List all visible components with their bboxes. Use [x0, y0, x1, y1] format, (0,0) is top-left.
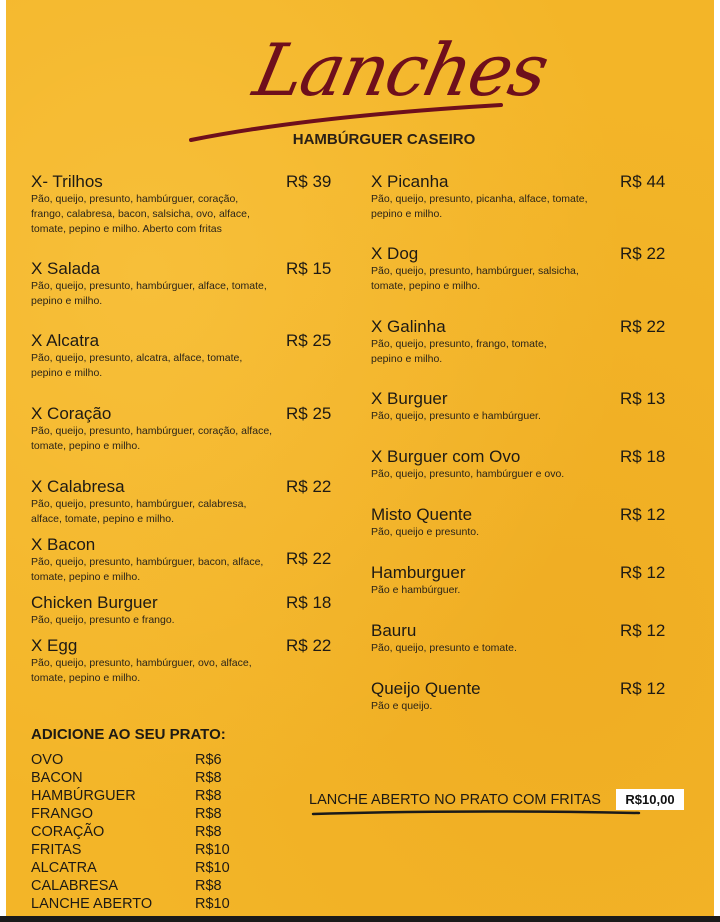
item-price: R$ 22 — [620, 244, 666, 263]
item-name: X Burguer com Ovo — [371, 447, 521, 466]
addon-name: OVO — [31, 752, 64, 768]
addon-row — [31, 896, 251, 914]
item-name: X Calabresa — [31, 477, 125, 496]
promo-text: LANCHE ABERTO NO PRATO COM FRITAS — [309, 792, 601, 808]
item-description: Pão, queijo, presunto, hambúrguer, salsicha, tomate, pepino e milho. — [371, 265, 579, 292]
addon-name: HAMBÚRGUER — [31, 788, 136, 804]
menu-page — [6, 0, 714, 916]
addon-name: LANCHE ABERTO — [31, 896, 153, 912]
addon-row — [31, 770, 251, 788]
item-price: R$ 13 — [620, 389, 666, 408]
item-price: R$ 25 — [286, 331, 332, 350]
item-description: Pão, queijo, presunto, hambúrguer, coração, frango, calabresa, bacon, salsicha, ovo, alface, tomate, pepino e milho. Aberto com fritas — [31, 193, 250, 235]
addon-name: FRANGO — [31, 806, 94, 822]
addon-price: R$8 — [195, 824, 222, 840]
addon-row — [31, 878, 251, 896]
item-price: R$ 25 — [286, 404, 332, 423]
item-name: Bauru — [371, 621, 417, 640]
item-name: Hamburguer — [371, 563, 466, 582]
item-name: X Coração — [31, 404, 112, 423]
item-description: Pão e queijo. — [371, 700, 433, 712]
item-price: R$ 18 — [286, 593, 332, 612]
item-price: R$ 22 — [286, 636, 332, 655]
item-price: R$ 22 — [286, 549, 332, 568]
item-description: Pão, queijo, presunto, hambúrguer e ovo. — [371, 468, 565, 480]
addon-price: R$8 — [195, 770, 222, 786]
item-name: X Salada — [31, 259, 100, 278]
item-description: Pão, queijo, presunto e frango. — [31, 614, 175, 626]
item-price: R$ 22 — [286, 477, 332, 496]
item-price: R$ 44 — [620, 172, 666, 191]
item-description: Pão, queijo, presunto, frango, tomate, pepino e milho. — [371, 338, 547, 365]
addon-name: FRITAS — [31, 842, 82, 858]
addon-row — [31, 824, 251, 842]
item-name: X Burguer — [371, 389, 448, 408]
item-price: R$ 15 — [286, 259, 332, 278]
addon-price: R$10 — [195, 896, 230, 912]
item-description: Pão, queijo e presunto. — [371, 526, 479, 538]
addon-name: ALCATRA — [31, 860, 97, 876]
item-price: R$ 12 — [620, 621, 666, 640]
addon-price: R$10 — [195, 860, 230, 876]
promo-underline-stroke — [311, 808, 641, 818]
item-name: Queijo Quente — [371, 679, 481, 698]
item-price: R$ 39 — [286, 172, 332, 191]
addon-price: R$8 — [195, 788, 222, 804]
addon-row — [31, 842, 251, 860]
item-price: R$ 12 — [620, 563, 666, 582]
item-description: Pão, queijo, presunto, hambúrguer, alface, tomate, pepino e milho. — [31, 280, 267, 307]
item-description: Pão, queijo, presunto, alcatra, alface, tomate, pepino e milho. — [31, 352, 243, 379]
bottom-bar — [0, 916, 720, 922]
item-name: X Picanha — [371, 172, 449, 191]
addons-title: ADICIONE AO SEU PRATO: — [31, 726, 226, 743]
addon-price: R$6 — [195, 752, 222, 768]
addon-name: BACON — [31, 770, 83, 786]
item-price: R$ 12 — [620, 679, 666, 698]
item-price: R$ 18 — [620, 447, 666, 466]
item-price: R$ 22 — [620, 317, 666, 336]
addon-price: R$8 — [195, 806, 222, 822]
menu-subtitle: HAMBÚRGUER CASEIRO — [292, 131, 476, 148]
item-name: X Dog — [371, 244, 419, 263]
item-description: Pão, queijo, presunto, picanha, alface, tomate, pepino e milho. — [371, 193, 588, 220]
addon-row — [31, 806, 251, 824]
item-description: Pão, queijo, presunto, hambúrguer, calabresa, alface, tomate, pepino e milho. — [31, 498, 247, 525]
item-price: R$ 12 — [620, 505, 666, 524]
item-description: Pão, queijo, presunto e tomate. — [371, 642, 517, 654]
promo-price-badge: R$10,00 — [616, 789, 684, 810]
addon-row — [31, 752, 251, 770]
item-name: X Egg — [31, 636, 78, 655]
item-description: Pão, queijo, presunto, hambúrguer, coração, alface, tomate, pepino e milho. — [31, 425, 273, 452]
item-name: X Alcatra — [31, 331, 100, 350]
addon-row — [31, 860, 251, 878]
item-name: X- Trilhos — [31, 172, 103, 191]
item-description: Pão, queijo, presunto, hambúrguer, bacon, alface, tomate, pepino e milho. — [31, 556, 264, 583]
menu-title: Lanches — [247, 28, 555, 112]
item-description: Pão, queijo, presunto e hambúrguer. — [371, 410, 541, 422]
addon-price: R$10 — [195, 842, 230, 858]
addon-name: CORAÇÃO — [31, 824, 105, 840]
addon-price: R$8 — [195, 878, 222, 894]
item-description: Pão e hambúrguer. — [371, 584, 461, 596]
item-name: Misto Quente — [371, 505, 473, 524]
item-name: Chicken Burguer — [31, 593, 158, 612]
addon-name: CALABRESA — [31, 878, 119, 894]
addon-row — [31, 788, 251, 806]
item-name: X Galinha — [371, 317, 446, 336]
item-description: Pão, queijo, presunto, hambúrguer, ovo, alface, tomate, pepino e milho. — [31, 657, 252, 684]
item-name: X Bacon — [31, 535, 96, 554]
